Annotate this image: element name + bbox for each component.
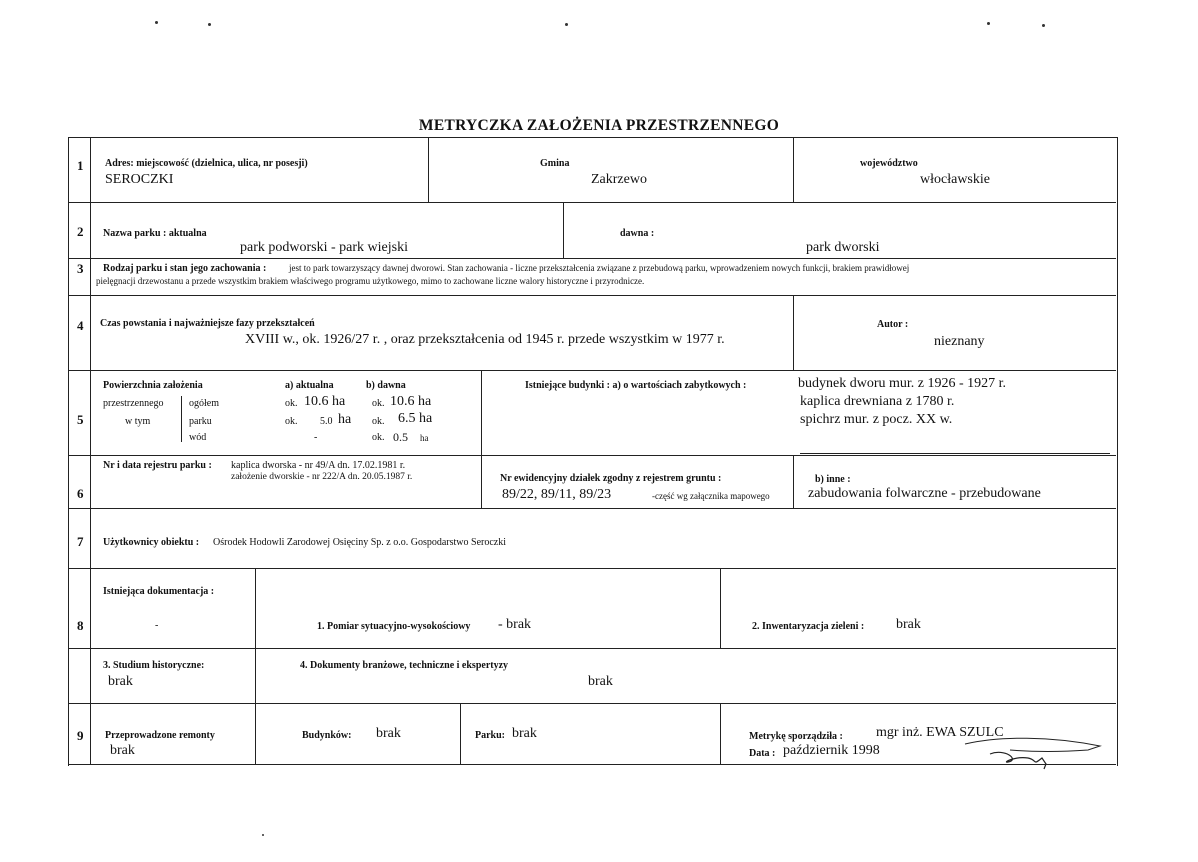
cell-divider bbox=[428, 137, 429, 202]
row-divider bbox=[68, 455, 1116, 456]
area-water-former-unit: ha bbox=[420, 433, 429, 443]
author-label: Autor : bbox=[877, 319, 909, 330]
row-divider bbox=[68, 764, 1116, 765]
cell-divider bbox=[481, 455, 482, 508]
area-current-header: a) aktualna bbox=[285, 380, 334, 391]
area-label: Powierzchnia założenia bbox=[103, 380, 203, 391]
park-type-text-continued: pielęgnacji drzewostanu a przede wszystkim brakiem właściwego programu użytkowego, mimo to zachowane liczne walory historyczne i przyrodnicze. bbox=[96, 276, 645, 286]
survey-value: - brak bbox=[498, 617, 532, 632]
area-row-label: parku bbox=[189, 416, 212, 427]
row-divider bbox=[68, 202, 1116, 203]
cell-divider bbox=[255, 703, 256, 764]
area-prefix: ok. bbox=[372, 416, 385, 427]
area-park-former: 6.5 ha bbox=[398, 411, 433, 426]
creation-time-label: Czas powstania i najważniejsze fazy przekształceń bbox=[100, 318, 315, 329]
area-water-current: - bbox=[314, 432, 318, 443]
area-row-label: wód bbox=[189, 432, 207, 443]
other-value: zabudowania folwarczne - przebudowane bbox=[808, 486, 1041, 501]
greenery-value: brak bbox=[896, 617, 921, 632]
row-number-6: 6 bbox=[77, 486, 84, 501]
area-row-label: ogółem bbox=[189, 398, 219, 409]
scan-speck bbox=[262, 834, 264, 836]
documentation-value: - bbox=[155, 620, 159, 631]
cell-divider bbox=[793, 137, 794, 202]
area-prefix: ok. bbox=[372, 432, 385, 443]
plots-label: Nr ewidencyjny działek zgodny z rejestrem gruntu : bbox=[500, 473, 722, 484]
date-value: październik 1998 bbox=[783, 743, 880, 758]
scan-speck bbox=[987, 22, 990, 25]
repairs-label: Przeprowadzone remonty bbox=[105, 730, 215, 741]
building-item: kaplica drewniana z 1780 r. bbox=[800, 394, 955, 409]
building-item: budynek dworu mur. z 1926 - 1927 r. bbox=[798, 376, 1007, 391]
voivodeship-label: województwo bbox=[860, 158, 918, 169]
branch-docs-value: brak bbox=[588, 674, 613, 689]
row-divider bbox=[68, 703, 1116, 704]
scan-speck bbox=[208, 23, 211, 26]
area-prefix: ok. bbox=[285, 398, 298, 409]
buildings-repairs-value: brak bbox=[376, 726, 401, 741]
park-repairs-label: Parku: bbox=[475, 730, 505, 741]
park-type-text: jest to park towarzyszący dawnej dworowi. Stan zachowania - liczne przekształcenia związane z przebudową parku, wprowadzeniem nowych funkcji, brakiem prawidłowej bbox=[289, 263, 910, 273]
row-divider bbox=[68, 568, 1116, 569]
gmina-value: Zakrzewo bbox=[591, 172, 647, 187]
cell-divider bbox=[460, 703, 461, 764]
park-name-value: park podworski - park wiejski bbox=[240, 240, 408, 255]
area-row-label: przestrzennego bbox=[103, 398, 164, 409]
cell-divider bbox=[720, 568, 721, 648]
number-column-divider bbox=[90, 137, 91, 765]
row-divider bbox=[68, 648, 1116, 649]
plots-note: -część wg załącznika mapowego bbox=[652, 491, 770, 501]
other-label: b) inne : bbox=[815, 474, 851, 485]
address-value: SEROCZKI bbox=[105, 172, 174, 187]
form-table bbox=[68, 137, 1118, 766]
cell-divider bbox=[720, 703, 721, 764]
register-entry: kaplica dworska - nr 49/A dn. 17.02.1981 r. bbox=[231, 460, 406, 471]
creation-time-value: XVIII w., ok. 1926/27 r. , oraz przekształcenia od 1945 r. przede wszystkim w 1977 r. bbox=[245, 332, 725, 347]
area-park-current: 5.0 bbox=[320, 416, 333, 427]
row-number-1: 1 bbox=[77, 158, 84, 173]
document-title: METRYCZKA ZAŁOŻENIA PRZESTRZENNEGO bbox=[418, 117, 780, 134]
row-divider bbox=[68, 258, 1116, 259]
scan-speck bbox=[155, 21, 158, 24]
former-name-value: park dworski bbox=[806, 240, 880, 255]
row-number-9: 9 bbox=[77, 728, 84, 743]
row-number-2: 2 bbox=[77, 224, 84, 239]
cell-divider bbox=[793, 295, 794, 370]
cell-divider bbox=[255, 568, 256, 648]
cell-divider bbox=[481, 370, 482, 455]
park-type-label: Rodzaj parku i stan jego zachowania : bbox=[103, 263, 267, 274]
former-name-label: dawna : bbox=[620, 228, 655, 239]
row-number-8: 8 bbox=[77, 618, 84, 633]
cell-divider bbox=[563, 202, 564, 258]
row-number-3: 3 bbox=[77, 261, 84, 276]
register-entry: założenie dworskie - nr 222/A dn. 20.05.1987 r. bbox=[231, 472, 413, 482]
park-name-label: Nazwa parku : aktualna bbox=[103, 228, 207, 239]
branch-docs-label: 4. Dokumenty branżowe, techniczne i ekspertyzy bbox=[300, 660, 509, 671]
buildings-repairs-label: Budynków: bbox=[302, 730, 352, 741]
buildings-label: Istniejące budynki : a) o wartościach zabytkowych : bbox=[525, 380, 747, 391]
area-total-former: 10.6 ha bbox=[390, 394, 432, 409]
cell-divider bbox=[255, 648, 256, 703]
area-prefix: ok. bbox=[372, 398, 385, 409]
handwritten-signature bbox=[960, 722, 1110, 772]
date-label: Data : bbox=[749, 748, 776, 759]
area-prefix: ok. bbox=[285, 416, 298, 427]
row-number-7: 7 bbox=[77, 534, 84, 549]
area-row-label: w tym bbox=[125, 416, 151, 427]
users-value: Ośrodek Hodowli Zarodowej Osięciny Sp. z o.o. Gospodarstwo Seroczki bbox=[213, 537, 507, 548]
prepared-by-value: mgr inż. EWA SZULC bbox=[876, 725, 1004, 740]
park-repairs-value: brak bbox=[512, 726, 537, 741]
cell-divider bbox=[793, 455, 794, 508]
documentation-label: Istniejąca dokumentacja : bbox=[103, 586, 215, 597]
repairs-value: brak bbox=[110, 743, 135, 758]
area-table-divider bbox=[181, 396, 182, 442]
survey-label: 1. Pomiar sytuacyjno-wysokościowy bbox=[317, 621, 471, 632]
area-water-former: 0.5 bbox=[393, 430, 408, 444]
area-total-current: 10.6 ha bbox=[304, 394, 346, 409]
gmina-label: Gmina bbox=[540, 158, 570, 169]
row-number-5: 5 bbox=[77, 412, 84, 427]
greenery-label: 2. Inwentaryzacja zieleni : bbox=[752, 621, 865, 632]
author-value: nieznany bbox=[934, 334, 985, 349]
area-former-header: b) dawna bbox=[366, 380, 406, 391]
voivodeship-value: włocławskie bbox=[920, 172, 990, 187]
row-number-4: 4 bbox=[77, 318, 84, 333]
prepared-by-label: Metrykę sporządziła : bbox=[749, 731, 843, 742]
row-divider bbox=[68, 295, 1116, 296]
row-divider bbox=[68, 370, 1116, 371]
register-label: Nr i data rejestru parku : bbox=[103, 460, 212, 471]
study-label: 3. Studium historyczne: bbox=[103, 660, 205, 671]
address-label: Adres: miejscowość (dzielnica, ulica, nr posesji) bbox=[105, 158, 308, 169]
buildings-underline bbox=[800, 453, 1110, 454]
building-item: spichrz mur. z pocz. XX w. bbox=[800, 412, 953, 427]
row-divider bbox=[68, 508, 1116, 509]
area-park-current-unit: ha bbox=[338, 412, 352, 427]
study-value: brak bbox=[108, 674, 133, 689]
users-label: Użytkownicy obiektu : bbox=[103, 537, 200, 548]
scan-speck bbox=[1042, 24, 1045, 27]
scan-speck bbox=[565, 23, 568, 26]
plots-value: 89/22, 89/11, 89/23 bbox=[502, 487, 612, 502]
